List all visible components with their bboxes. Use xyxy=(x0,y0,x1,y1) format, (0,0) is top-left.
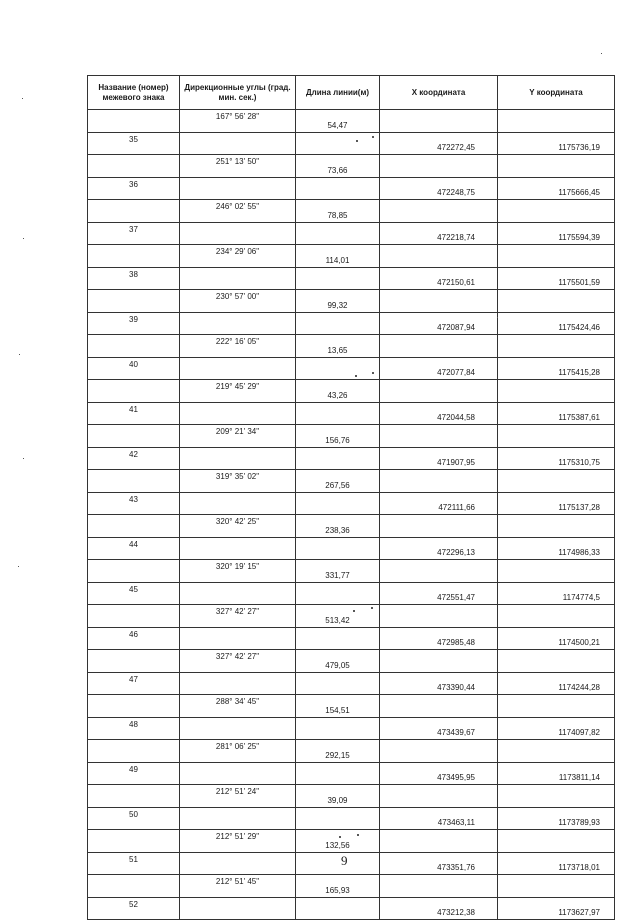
cell-x-coordinate xyxy=(380,560,498,583)
cell-direction-angle xyxy=(180,132,296,155)
marker-row xyxy=(88,357,615,380)
cell-line-length: 114,01 xyxy=(296,245,380,268)
cell-line-length: 78,85 xyxy=(296,200,380,223)
cell-y-coordinate xyxy=(498,560,615,583)
cell-marker-name xyxy=(88,335,180,358)
cell-marker-name: 47 xyxy=(88,672,180,695)
cell-y-coordinate xyxy=(498,515,615,538)
marker-row xyxy=(88,537,615,560)
cell-direction-angle xyxy=(180,267,296,290)
marker-row xyxy=(88,492,615,515)
marker-row xyxy=(88,447,615,470)
cell-x-coordinate xyxy=(380,110,498,133)
cell-marker-name xyxy=(88,200,180,223)
cell-x-coordinate: 472248,75 xyxy=(380,177,498,200)
cell-y-coordinate xyxy=(498,110,615,133)
cell-line-length: 267,56 xyxy=(296,470,380,493)
segment-row xyxy=(88,470,615,493)
cell-direction-angle: 327° 42' 27" xyxy=(180,605,296,628)
cell-x-coordinate: 472150,61 xyxy=(380,267,498,290)
cell-y-coordinate: 1175415,28 xyxy=(498,357,615,380)
header-y-coordinate: Y координата xyxy=(498,76,615,110)
cell-marker-name: 46 xyxy=(88,627,180,650)
cell-line-length: 73,66 xyxy=(296,155,380,178)
cell-x-coordinate xyxy=(380,740,498,763)
cell-line-length xyxy=(296,897,380,920)
cell-line-length: 331,77 xyxy=(296,560,380,583)
segment-row xyxy=(88,515,615,538)
cell-marker-name: 35 xyxy=(88,132,180,155)
cell-direction-angle xyxy=(180,672,296,695)
cell-direction-angle: 212° 51' 29" xyxy=(180,830,296,853)
cell-marker-name xyxy=(88,740,180,763)
segment-row xyxy=(88,785,615,808)
cell-marker-name xyxy=(88,695,180,718)
cell-line-length xyxy=(296,447,380,470)
segment-row xyxy=(88,560,615,583)
cell-direction-angle: 209° 21' 34" xyxy=(180,425,296,448)
cell-y-coordinate xyxy=(498,830,615,853)
cell-line-length: 165,93 xyxy=(296,875,380,898)
cell-y-coordinate xyxy=(498,245,615,268)
cell-x-coordinate xyxy=(380,785,498,808)
cell-direction-angle: 219° 45' 29" xyxy=(180,380,296,403)
cell-y-coordinate xyxy=(498,695,615,718)
cell-y-coordinate: 1175387,61 xyxy=(498,402,615,425)
cell-direction-angle: 246° 02' 55" xyxy=(180,200,296,223)
cell-y-coordinate: 1175310,75 xyxy=(498,447,615,470)
cell-y-coordinate: 1175666,45 xyxy=(498,177,615,200)
segment-row xyxy=(88,425,615,448)
cell-marker-name: 42 xyxy=(88,447,180,470)
marker-row xyxy=(88,222,615,245)
cell-x-coordinate: 473351,76 xyxy=(380,852,498,875)
cell-x-coordinate: 472218,74 xyxy=(380,222,498,245)
cell-x-coordinate: 471907,95 xyxy=(380,447,498,470)
cell-line-length: 13,65 xyxy=(296,335,380,358)
cell-y-coordinate xyxy=(498,650,615,673)
segment-row xyxy=(88,740,615,763)
cell-x-coordinate xyxy=(380,605,498,628)
cell-marker-name xyxy=(88,875,180,898)
cell-direction-angle xyxy=(180,627,296,650)
cell-line-length xyxy=(296,582,380,605)
cell-y-coordinate xyxy=(498,875,615,898)
cell-direction-angle xyxy=(180,807,296,830)
segment-row xyxy=(88,290,615,313)
cell-marker-name: 43 xyxy=(88,492,180,515)
cell-y-coordinate: 1175736,19 xyxy=(498,132,615,155)
cell-direction-angle: 234° 29' 06" xyxy=(180,245,296,268)
marker-row xyxy=(88,762,615,785)
cell-direction-angle xyxy=(180,402,296,425)
cell-direction-angle xyxy=(180,537,296,560)
cell-direction-angle: 288° 34' 45" xyxy=(180,695,296,718)
cell-marker-name xyxy=(88,470,180,493)
cell-marker-name: 50 xyxy=(88,807,180,830)
marker-row xyxy=(88,402,615,425)
cell-y-coordinate: 1173789,93 xyxy=(498,807,615,830)
marker-row xyxy=(88,582,615,605)
cell-y-coordinate: 1173718,01 xyxy=(498,852,615,875)
cell-y-coordinate: 1175501,59 xyxy=(498,267,615,290)
cell-direction-angle: 251° 13' 50" xyxy=(180,155,296,178)
cell-x-coordinate xyxy=(380,425,498,448)
boundary-coordinates-table xyxy=(87,75,615,920)
header-row xyxy=(88,76,615,110)
cell-marker-name: 39 xyxy=(88,312,180,335)
cell-marker-name: 38 xyxy=(88,267,180,290)
scan-speck xyxy=(601,53,602,54)
cell-marker-name: 37 xyxy=(88,222,180,245)
cell-x-coordinate xyxy=(380,290,498,313)
cell-y-coordinate xyxy=(498,155,615,178)
page-number: 9 xyxy=(341,853,348,868)
cell-x-coordinate: 473495,95 xyxy=(380,762,498,785)
cell-line-length xyxy=(296,492,380,515)
cell-line-length xyxy=(296,357,380,380)
cell-marker-name: 52 xyxy=(88,897,180,920)
header-x-coordinate: X координата xyxy=(380,76,498,110)
segment-row xyxy=(88,605,615,628)
cell-direction-angle xyxy=(180,897,296,920)
cell-line-length: 156,76 xyxy=(296,425,380,448)
cell-line-length: 43,26 xyxy=(296,380,380,403)
cell-y-coordinate: 1174097,82 xyxy=(498,717,615,740)
cell-y-coordinate: 1174500,21 xyxy=(498,627,615,650)
segment-row xyxy=(88,335,615,358)
cell-y-coordinate xyxy=(498,290,615,313)
segment-row xyxy=(88,200,615,223)
cell-line-length xyxy=(296,537,380,560)
cell-line-length xyxy=(296,267,380,290)
segment-row xyxy=(88,245,615,268)
cell-direction-angle xyxy=(180,717,296,740)
cell-line-length: 39,09 xyxy=(296,785,380,808)
cell-direction-angle xyxy=(180,357,296,380)
cell-direction-angle xyxy=(180,762,296,785)
cell-x-coordinate xyxy=(380,155,498,178)
cell-line-length xyxy=(296,672,380,695)
cell-y-coordinate xyxy=(498,335,615,358)
marker-row xyxy=(88,717,615,740)
cell-line-length: 99,32 xyxy=(296,290,380,313)
cell-direction-angle xyxy=(180,177,296,200)
cell-x-coordinate: 473463,11 xyxy=(380,807,498,830)
cell-x-coordinate: 472272,45 xyxy=(380,132,498,155)
cell-y-coordinate: 1174986,33 xyxy=(498,537,615,560)
scan-dot xyxy=(371,607,373,609)
cell-marker-name: 49 xyxy=(88,762,180,785)
cell-direction-angle: 327° 42' 27" xyxy=(180,650,296,673)
scan-dot xyxy=(356,140,358,142)
cell-line-length xyxy=(296,852,380,875)
cell-y-coordinate xyxy=(498,200,615,223)
marker-row xyxy=(88,672,615,695)
cell-y-coordinate: 1175424,46 xyxy=(498,312,615,335)
cell-marker-name: 41 xyxy=(88,402,180,425)
scan-speck xyxy=(19,354,20,355)
scan-dot xyxy=(357,834,359,836)
scan-dot xyxy=(353,610,355,612)
cell-direction-angle xyxy=(180,852,296,875)
scan-dot xyxy=(355,375,357,377)
cell-line-length: 513,42 xyxy=(296,605,380,628)
cell-x-coordinate xyxy=(380,335,498,358)
cell-line-length: 292,15 xyxy=(296,740,380,763)
cell-y-coordinate: 1174774,5 xyxy=(498,582,615,605)
cell-marker-name xyxy=(88,245,180,268)
segment-row xyxy=(88,695,615,718)
cell-direction-angle: 281° 06' 25" xyxy=(180,740,296,763)
cell-line-length: 238,36 xyxy=(296,515,380,538)
cell-marker-name: 44 xyxy=(88,537,180,560)
cell-x-coordinate: 472077,84 xyxy=(380,357,498,380)
cell-x-coordinate xyxy=(380,695,498,718)
header-line-length: Длина линии(м) xyxy=(296,76,380,110)
cell-marker-name: 48 xyxy=(88,717,180,740)
segment-row xyxy=(88,875,615,898)
header-direction-angle: Дирекционные углы (град. мин. сек.) xyxy=(180,76,296,110)
cell-x-coordinate xyxy=(380,380,498,403)
cell-direction-angle: 167° 56' 28" xyxy=(180,110,296,133)
cell-direction-angle: 212° 51' 24" xyxy=(180,785,296,808)
table-header xyxy=(88,76,615,110)
cell-line-length xyxy=(296,132,380,155)
scan-dot xyxy=(372,372,374,374)
cell-line-length xyxy=(296,222,380,245)
cell-direction-angle: 320° 42' 25" xyxy=(180,515,296,538)
cell-direction-angle xyxy=(180,222,296,245)
cell-x-coordinate: 472551,47 xyxy=(380,582,498,605)
cell-line-length xyxy=(296,177,380,200)
cell-y-coordinate: 1173811,14 xyxy=(498,762,615,785)
marker-row xyxy=(88,852,615,875)
cell-x-coordinate: 473212,38 xyxy=(380,897,498,920)
marker-row xyxy=(88,177,615,200)
cell-marker-name xyxy=(88,785,180,808)
cell-line-length xyxy=(296,717,380,740)
cell-direction-angle: 319° 35' 02" xyxy=(180,470,296,493)
cell-line-length xyxy=(296,312,380,335)
cell-marker-name xyxy=(88,110,180,133)
cell-line-length: 154,51 xyxy=(296,695,380,718)
cell-marker-name: 45 xyxy=(88,582,180,605)
segment-row xyxy=(88,650,615,673)
cell-direction-angle xyxy=(180,492,296,515)
cell-direction-angle xyxy=(180,447,296,470)
cell-marker-name xyxy=(88,605,180,628)
cell-y-coordinate xyxy=(498,605,615,628)
cell-y-coordinate xyxy=(498,740,615,763)
marker-row xyxy=(88,627,615,650)
cell-x-coordinate: 472111,66 xyxy=(380,492,498,515)
marker-row xyxy=(88,807,615,830)
scan-speck xyxy=(23,238,24,239)
cell-marker-name xyxy=(88,380,180,403)
cell-direction-angle: 222° 16' 05" xyxy=(180,335,296,358)
cell-line-length: 479,05 xyxy=(296,650,380,673)
table-body xyxy=(88,110,615,920)
scan-speck xyxy=(497,317,498,318)
cell-marker-name xyxy=(88,650,180,673)
cell-direction-angle xyxy=(180,582,296,605)
cell-marker-name xyxy=(88,515,180,538)
cell-x-coordinate: 472044,58 xyxy=(380,402,498,425)
scan-dot xyxy=(372,136,374,138)
cell-direction-angle: 320° 19' 15" xyxy=(180,560,296,583)
cell-x-coordinate xyxy=(380,245,498,268)
cell-marker-name: 36 xyxy=(88,177,180,200)
marker-row xyxy=(88,897,615,920)
cell-direction-angle: 230° 57' 00" xyxy=(180,290,296,313)
cell-x-coordinate: 472087,94 xyxy=(380,312,498,335)
cell-y-coordinate xyxy=(498,425,615,448)
scan-speck xyxy=(18,566,19,567)
cell-marker-name xyxy=(88,830,180,853)
scan-dot xyxy=(339,836,341,838)
cell-marker-name xyxy=(88,290,180,313)
marker-row xyxy=(88,267,615,290)
scan-speck xyxy=(23,458,24,459)
cell-x-coordinate xyxy=(380,200,498,223)
cell-line-length xyxy=(296,807,380,830)
cell-marker-name xyxy=(88,425,180,448)
cell-line-length: 132,56 xyxy=(296,830,380,853)
cell-x-coordinate: 472985,48 xyxy=(380,627,498,650)
cell-line-length xyxy=(296,762,380,785)
cell-line-length xyxy=(296,402,380,425)
segment-row xyxy=(88,380,615,403)
marker-row xyxy=(88,312,615,335)
cell-line-length xyxy=(296,627,380,650)
cell-y-coordinate xyxy=(498,470,615,493)
cell-y-coordinate: 1173627,97 xyxy=(498,897,615,920)
cell-y-coordinate: 1174244,28 xyxy=(498,672,615,695)
cell-marker-name: 40 xyxy=(88,357,180,380)
cell-x-coordinate xyxy=(380,650,498,673)
cell-x-coordinate: 473390,44 xyxy=(380,672,498,695)
cell-marker-name xyxy=(88,560,180,583)
scan-speck xyxy=(22,98,23,99)
header-marker-name: Название (номер) межевого знака xyxy=(88,76,180,110)
cell-direction-angle: 212° 51' 45" xyxy=(180,875,296,898)
segment-row xyxy=(88,155,615,178)
cell-x-coordinate: 473439,67 xyxy=(380,717,498,740)
cell-x-coordinate xyxy=(380,875,498,898)
segment-row xyxy=(88,110,615,133)
cell-x-coordinate xyxy=(380,470,498,493)
marker-row xyxy=(88,132,615,155)
cell-x-coordinate xyxy=(380,515,498,538)
segment-row xyxy=(88,830,615,853)
cell-direction-angle xyxy=(180,312,296,335)
cell-x-coordinate: 472296,13 xyxy=(380,537,498,560)
cell-y-coordinate: 1175594,39 xyxy=(498,222,615,245)
cell-y-coordinate: 1175137,28 xyxy=(498,492,615,515)
cell-marker-name xyxy=(88,155,180,178)
cell-y-coordinate xyxy=(498,380,615,403)
cell-marker-name: 51 xyxy=(88,852,180,875)
cell-line-length: 54,47 xyxy=(296,110,380,133)
cell-x-coordinate xyxy=(380,830,498,853)
cell-y-coordinate xyxy=(498,785,615,808)
